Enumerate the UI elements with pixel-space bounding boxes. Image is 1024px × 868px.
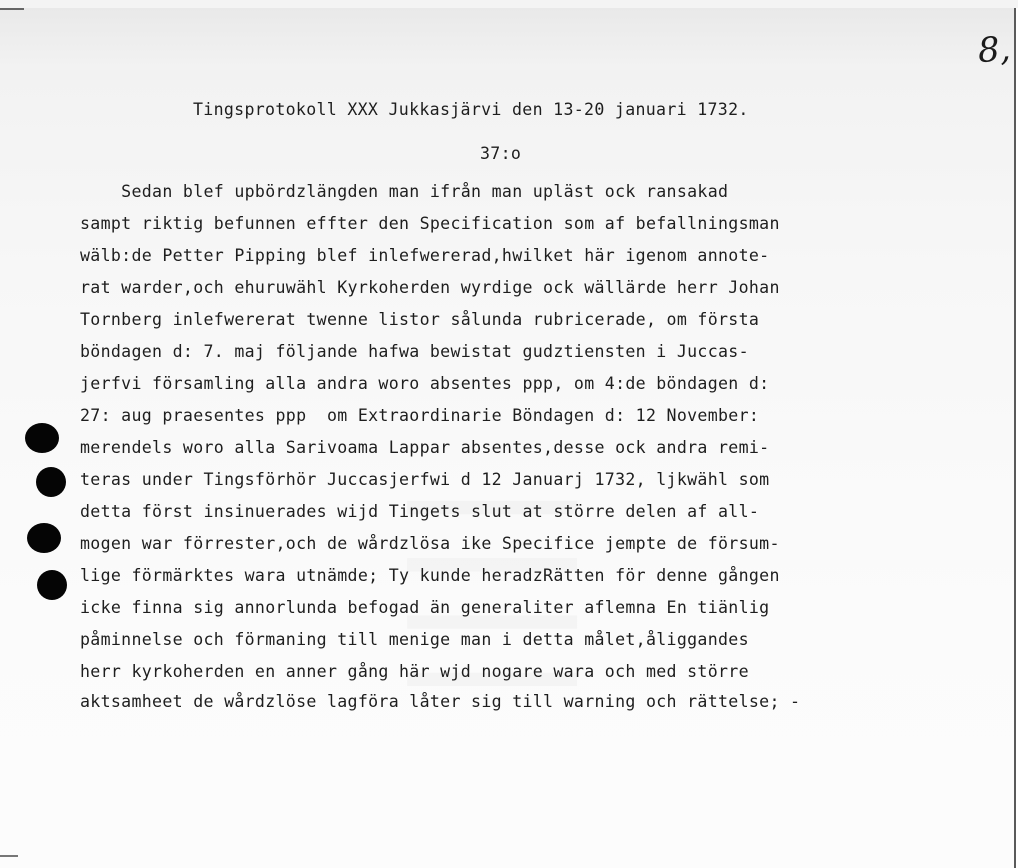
body-line: böndagen d: 7. maj följande hafwa bewistat gudztiensten i Juccas- [80, 342, 749, 361]
punch-hole [27, 523, 61, 553]
body-line: detta först insinuerades wijd Tingets slut at större delen af all- [80, 502, 760, 521]
body-line: påminnelse och förmaning till menige man i detta målet,åliggandes [80, 630, 749, 649]
body-line: Tornberg inlefwererat twenne listor sålunda rubricerade, om första [80, 310, 760, 329]
page-edge-mark [0, 855, 18, 857]
body-line: herr kyrkoherden en anner gång här wjd nogare wara och med större [80, 662, 749, 681]
body-line: aktsamheet de wårdzlöse lagföra låter sig till warning och rättelse; - [80, 692, 801, 711]
page-edge-mark [0, 8, 24, 10]
body-line: mogen war förrester,och de wårdzlösa ike Specifice jempte de försum- [80, 534, 780, 553]
scan-top-margin [0, 0, 1024, 8]
folio-number: 37:o [480, 144, 522, 163]
scan-right-margin [1018, 0, 1024, 868]
handwritten-page-number: 8, [976, 28, 1012, 72]
punch-hole [36, 467, 66, 497]
body-line: wälb:de Petter Pipping blef inlefwererad,hwilket här igenom annote- [80, 246, 770, 265]
punch-hole [37, 570, 67, 600]
body-line: jerfvi församling alla andra woro absentes ppp, om 4:de böndagen d: [80, 374, 770, 393]
body-line: 27: aug praesentes ppp om Extraordinarie Böndagen d: 12 November: [80, 406, 760, 425]
body-line: teras under Tingsförhör Juccasjerfwi d 12 Januarj 1732, ljkwähl som [80, 470, 770, 489]
body-line: lige förmärktes wara utnämde; Ty kunde heradzRätten för denne gången [80, 566, 780, 585]
body-line: Sedan blef upbördzlängden man ifrån man upläst ock ransakad [80, 182, 729, 201]
body-line: icke finna sig annorlunda befogad än generaliter aflemna En tiänlig [80, 598, 770, 617]
body-line: merendels woro alla Sarivoama Lappar absentes,desse ock andra remi- [80, 438, 770, 457]
punch-hole [25, 423, 59, 453]
body-line: sampt riktig befunnen effter den Specification som af befallningsman [80, 214, 780, 233]
document-title: Tingsprotokoll XXX Jukkasjärvi den 13-20 januari 1732. [193, 100, 749, 119]
body-line: rat warder,och ehuruwähl Kyrkoherden wyrdige ock wällärde herr Johan [80, 278, 780, 297]
